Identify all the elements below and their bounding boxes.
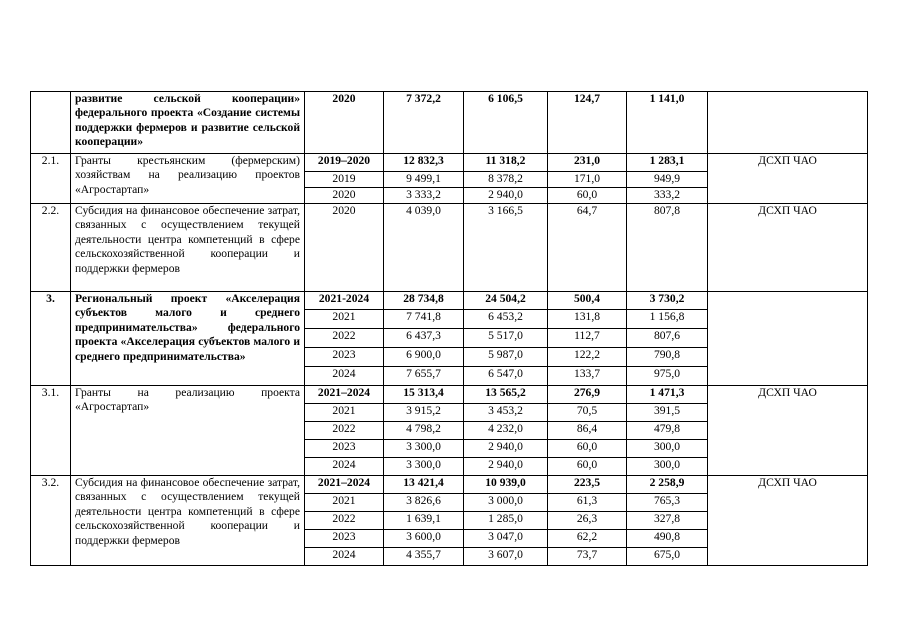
table-row xyxy=(31,386,868,404)
amount-cell-v2: 2 940,0 xyxy=(464,440,548,458)
amount-cell-v4: 1 141,0 xyxy=(627,92,708,154)
amount-cell-v1: 4 798,2 xyxy=(384,422,464,440)
amount-cell-v3: 61,3 xyxy=(548,494,627,512)
responsible-org: ДСХП ЧАО xyxy=(708,476,868,566)
amount-cell-v3: 124,7 xyxy=(548,92,627,154)
amount-cell-v2: 3 453,2 xyxy=(464,404,548,422)
amount-cell-v1: 15 313,4 xyxy=(384,386,464,404)
year-cell: 2022 xyxy=(305,329,384,348)
table-row xyxy=(31,92,868,154)
amount-cell-v3: 60,0 xyxy=(548,458,627,476)
row-description: Региональный проект «Акселерация субъектов малого и среднего предпринимательства» федерального проекта «Акселерация субъектов малого и среднего предпринимательства» xyxy=(71,292,305,386)
year-cell: 2021 xyxy=(305,494,384,512)
amount-cell-v1: 4 039,0 xyxy=(384,204,464,292)
year-cell: 2020 xyxy=(305,188,384,204)
responsible-org: ДСХП ЧАО xyxy=(708,204,868,292)
amount-cell-v3: 86,4 xyxy=(548,422,627,440)
amount-cell-v3: 131,8 xyxy=(548,310,627,329)
year-cell: 2019–2020 xyxy=(305,154,384,172)
amount-cell-v1: 7 372,2 xyxy=(384,92,464,154)
amount-cell-v4: 1 471,3 xyxy=(627,386,708,404)
amount-cell-v1: 12 832,3 xyxy=(384,154,464,172)
responsible-org xyxy=(708,92,868,154)
amount-cell-v4: 765,3 xyxy=(627,494,708,512)
amount-cell-v3: 112,7 xyxy=(548,329,627,348)
amount-cell-v2: 6 106,5 xyxy=(464,92,548,154)
amount-cell-v1: 3 300,0 xyxy=(384,440,464,458)
amount-cell-v2: 6 453,2 xyxy=(464,310,548,329)
amount-cell-v1: 4 355,7 xyxy=(384,548,464,566)
amount-cell-v2: 2 940,0 xyxy=(464,458,548,476)
table-row xyxy=(31,292,868,310)
amount-cell-v2: 11 318,2 xyxy=(464,154,548,172)
table-row xyxy=(31,476,868,494)
year-cell: 2024 xyxy=(305,367,384,386)
amount-cell-v2: 3 000,0 xyxy=(464,494,548,512)
amount-cell-v3: 276,9 xyxy=(548,386,627,404)
amount-cell-v3: 70,5 xyxy=(548,404,627,422)
amount-cell-v3: 171,0 xyxy=(548,172,627,188)
row-number: 3.2. xyxy=(31,476,71,566)
amount-cell-v2: 2 940,0 xyxy=(464,188,548,204)
amount-cell-v2: 10 939,0 xyxy=(464,476,548,494)
amount-cell-v3: 62,2 xyxy=(548,530,627,548)
row-description: Субсидия на финансовое обеспечение затрат, связанных с осуществлением текущей деятельности центра компетенций в сфере сельскохозяйственной кооперации и поддержки фермеров xyxy=(71,476,305,566)
amount-cell-v1: 7 741,8 xyxy=(384,310,464,329)
amount-cell-v4: 949,9 xyxy=(627,172,708,188)
amount-cell-v1: 3 333,2 xyxy=(384,188,464,204)
year-cell: 2021 xyxy=(305,404,384,422)
amount-cell-v4: 391,5 xyxy=(627,404,708,422)
year-cell: 2023 xyxy=(305,530,384,548)
amount-cell-v4: 1 283,1 xyxy=(627,154,708,172)
amount-cell-v1: 3 300,0 xyxy=(384,458,464,476)
amount-cell-v1: 9 499,1 xyxy=(384,172,464,188)
amount-cell-v1: 13 421,4 xyxy=(384,476,464,494)
amount-cell-v3: 122,2 xyxy=(548,348,627,367)
amount-cell-v4: 1 156,8 xyxy=(627,310,708,329)
amount-cell-v2: 4 232,0 xyxy=(464,422,548,440)
year-cell: 2023 xyxy=(305,440,384,458)
year-cell: 2022 xyxy=(305,422,384,440)
year-cell: 2024 xyxy=(305,458,384,476)
amount-cell-v3: 500,4 xyxy=(548,292,627,310)
amount-cell-v4: 490,8 xyxy=(627,530,708,548)
year-cell: 2024 xyxy=(305,548,384,566)
amount-cell-v2: 24 504,2 xyxy=(464,292,548,310)
table-row xyxy=(31,154,868,172)
responsible-org xyxy=(708,292,868,386)
responsible-org: ДСХП ЧАО xyxy=(708,154,868,204)
amount-cell-v4: 327,8 xyxy=(627,512,708,530)
amount-cell-v3: 64,7 xyxy=(548,204,627,292)
amount-cell-v4: 807,6 xyxy=(627,329,708,348)
table-row xyxy=(31,204,868,292)
row-description: Гранты на реализацию проекта «Агростартап» xyxy=(71,386,305,476)
amount-cell-v4: 807,8 xyxy=(627,204,708,292)
row-description: развитие сельской кооперации» федерального проекта «Создание системы поддержки фермеров и развитие сельской кооперации» xyxy=(71,92,305,154)
amount-cell-v2: 6 547,0 xyxy=(464,367,548,386)
year-cell: 2022 xyxy=(305,512,384,530)
amount-cell-v1: 28 734,8 xyxy=(384,292,464,310)
amount-cell-v2: 3 166,5 xyxy=(464,204,548,292)
amount-cell-v3: 60,0 xyxy=(548,440,627,458)
amount-cell-v2: 5 987,0 xyxy=(464,348,548,367)
amount-cell-v4: 479,8 xyxy=(627,422,708,440)
amount-cell-v3: 26,3 xyxy=(548,512,627,530)
amount-cell-v3: 231,0 xyxy=(548,154,627,172)
amount-cell-v4: 2 258,9 xyxy=(627,476,708,494)
amount-cell-v1: 1 639,1 xyxy=(384,512,464,530)
amount-cell-v3: 73,7 xyxy=(548,548,627,566)
amount-cell-v2: 13 565,2 xyxy=(464,386,548,404)
year-cell: 2021–2024 xyxy=(305,476,384,494)
amount-cell-v2: 1 285,0 xyxy=(464,512,548,530)
amount-cell-v2: 3 607,0 xyxy=(464,548,548,566)
amount-cell-v1: 7 655,7 xyxy=(384,367,464,386)
amount-cell-v4: 3 730,2 xyxy=(627,292,708,310)
row-number: 2.2. xyxy=(31,204,71,292)
year-cell: 2021–2024 xyxy=(305,386,384,404)
amount-cell-v3: 133,7 xyxy=(548,367,627,386)
year-cell: 2021 xyxy=(305,310,384,329)
amount-cell-v4: 300,0 xyxy=(627,458,708,476)
row-number xyxy=(31,92,71,154)
amount-cell-v4: 300,0 xyxy=(627,440,708,458)
amount-cell-v1: 6 437,3 xyxy=(384,329,464,348)
row-number: 3. xyxy=(31,292,71,386)
year-cell: 2020 xyxy=(305,204,384,292)
amount-cell-v1: 3 826,6 xyxy=(384,494,464,512)
amount-cell-v2: 3 047,0 xyxy=(464,530,548,548)
amount-cell-v3: 60,0 xyxy=(548,188,627,204)
year-cell: 2019 xyxy=(305,172,384,188)
amount-cell-v2: 8 378,2 xyxy=(464,172,548,188)
responsible-org: ДСХП ЧАО xyxy=(708,386,868,476)
row-description: Субсидия на финансовое обеспечение затрат, связанных с осуществлением текущей деятельности центра компетенций в сфере сельскохозяйственной кооперации и поддержки фермеров xyxy=(71,204,305,292)
row-number: 2.1. xyxy=(31,154,71,204)
row-description: Гранты крестьянским (фермерским) хозяйствам на реализацию проектов «Агростартап» xyxy=(71,154,305,204)
amount-cell-v4: 975,0 xyxy=(627,367,708,386)
amount-cell-v1: 3 915,2 xyxy=(384,404,464,422)
amount-cell-v4: 675,0 xyxy=(627,548,708,566)
budget-table xyxy=(30,91,868,566)
amount-cell-v3: 223,5 xyxy=(548,476,627,494)
amount-cell-v4: 790,8 xyxy=(627,348,708,367)
row-number: 3.1. xyxy=(31,386,71,476)
year-cell: 2023 xyxy=(305,348,384,367)
amount-cell-v4: 333,2 xyxy=(627,188,708,204)
year-cell: 2020 xyxy=(305,92,384,154)
year-cell: 2021-2024 xyxy=(305,292,384,310)
amount-cell-v1: 3 600,0 xyxy=(384,530,464,548)
amount-cell-v1: 6 900,0 xyxy=(384,348,464,367)
amount-cell-v2: 5 517,0 xyxy=(464,329,548,348)
